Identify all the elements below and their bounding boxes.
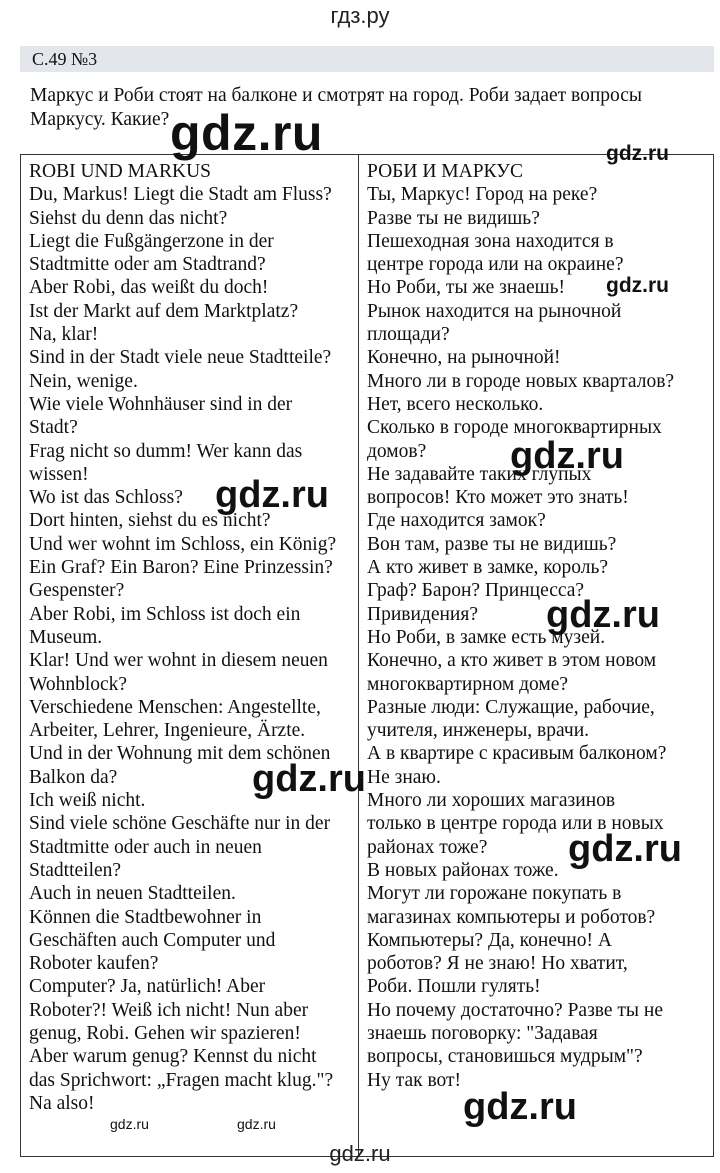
- dialog-line: многоквартирном доме?: [367, 673, 569, 695]
- dialog-line: Stadt?: [29, 417, 78, 439]
- dialog-line: Nein, wenige.: [29, 370, 138, 392]
- dialog-line: wissen!: [29, 463, 89, 485]
- watermark-medium: gdz.ru: [215, 474, 329, 516]
- dialog-line: РОБИ И МАРКУС: [367, 161, 523, 182]
- dialog-line: Na, klar!: [29, 324, 99, 346]
- site-header: гдз.ру: [330, 3, 390, 28]
- column-divider: [358, 155, 359, 1156]
- dialog-line: Где находится замок?: [367, 510, 546, 532]
- dialog-line: центре города или на окраине?: [367, 254, 624, 276]
- dialog-line: Привидения?: [367, 603, 478, 625]
- dialog-line: А в квартире с красивым балконом?: [367, 743, 667, 765]
- dialog-line: Und in der Wohnung mit dem schönen: [29, 743, 331, 765]
- watermark-tiny: gdz.ru: [110, 1116, 149, 1132]
- task-line: Маркус и Роби стоят на балконе и смотрят на город. Роби задает вопросы: [30, 85, 643, 106]
- dialog-line: Klar! Und wer wohnt in diesem neuen: [29, 650, 328, 672]
- dialog-line: Пешеходная зона находится в: [367, 230, 614, 252]
- dialog-line: В новых районах тоже.: [367, 859, 559, 881]
- dialog-line: Wie viele Wohnhäuser sind in der: [29, 393, 293, 415]
- dialog-line: genug, Robi. Gehen wir spazieren!: [29, 1022, 301, 1044]
- dialog-line: домов?: [367, 440, 427, 462]
- dialog-line: Сколько в городе многоквартирных: [367, 417, 662, 439]
- dialog-line: только в центре города или в новых: [367, 813, 664, 835]
- dialog-line: Вон там, разве ты не видишь?: [367, 533, 617, 555]
- watermark-large: gdz.ru: [170, 105, 323, 161]
- dialog-line: Aber warum genug? Kennst du nicht: [29, 1046, 317, 1068]
- dialog-line: Roboter kaufen?: [29, 953, 159, 975]
- dialog-line: А кто живет в замке, король?: [367, 557, 609, 579]
- dialog-line: Und wer wohnt im Schloss, ein König?: [29, 533, 337, 555]
- dialog-line: знаешь поговорку: "Задавая: [367, 1022, 598, 1044]
- page-label: С.49 №3: [20, 46, 714, 72]
- dialog-line: Sind in der Stadt viele neue Stadtteile?: [29, 347, 332, 369]
- dialog-line: Na also!: [29, 1092, 95, 1114]
- dialog-line: районах тоже?: [367, 836, 488, 858]
- dialog-line: Roboter?! Weiß ich nicht! Nun aber: [29, 999, 309, 1021]
- dialog-line: Конечно, на рыночной!: [367, 347, 561, 369]
- dialog-line: Ein Graf? Ein Baron? Eine Prinzessin?: [29, 557, 333, 579]
- dialog-line: Разве ты не видишь?: [367, 207, 540, 229]
- watermark-medium: gdz.ru: [463, 1086, 577, 1128]
- dialog-line: ROBI UND MARKUS: [29, 161, 212, 182]
- dialog-line: Arbeiter, Lehrer, Ingenieure, Ärzte.: [29, 720, 306, 742]
- dialog-line: Конечно, а кто живет в этом новом: [367, 650, 657, 672]
- watermark-small: gdz.ru: [606, 274, 669, 297]
- dialog-line: Ist der Markt auf dem Marktplatz?: [29, 300, 299, 322]
- watermark-medium: gdz.ru: [510, 435, 624, 477]
- dialog-line: Liegt die Fußgängerzone in der: [29, 230, 274, 252]
- watermark-medium: gdz.ru: [568, 828, 682, 870]
- dialog-line: Gespenster?: [29, 580, 125, 602]
- task-line: Маркусу. Какие?: [30, 108, 170, 130]
- dialog-line: Но почему достаточно? Разве ты не: [367, 999, 663, 1021]
- dialog-line: Dort hinten, siehst du es nicht?: [29, 510, 271, 532]
- dialog-line: роботов? Я не знаю! Но хватит,: [367, 953, 628, 975]
- dialog-line: Но Роби, ты же знаешь!: [367, 277, 566, 299]
- watermark-medium: gdz.ru: [546, 594, 660, 636]
- dialog-table: [20, 154, 714, 1157]
- dialog-line: Wohnblock?: [29, 673, 128, 695]
- dialog-line: Граф? Барон? Принцесса?: [367, 580, 585, 602]
- dialog-line: Ты, Маркус! Город на реке?: [367, 184, 598, 206]
- dialog-line: Stadtmitte oder am Stadtrand?: [29, 254, 266, 276]
- dialog-line: Aber Robi, das weißt du doch!: [29, 277, 269, 299]
- dialog-line: Stadtmitte oder auch in neuen: [29, 836, 262, 858]
- dialog-line: магазинах компьютеры и роботов?: [367, 906, 656, 928]
- dialog-line: Stadtteilen?: [29, 859, 122, 881]
- dialog-line: Computer? Ja, natürlich! Aber: [29, 976, 266, 998]
- dialog-line: Разные люди: Служащие, рабочие,: [367, 696, 655, 718]
- dialog-line: Balkon da?: [29, 766, 118, 788]
- dialog-line: Нет, всего несколько.: [367, 393, 544, 415]
- dialog-line: вопросов! Кто может это знать!: [367, 487, 629, 509]
- german-column: [29, 160, 336, 1115]
- watermark-small: gdz.ru: [606, 142, 669, 165]
- dialog-line: Museum.: [29, 626, 103, 648]
- dialog-line: Ну так вот!: [367, 1069, 462, 1091]
- site-footer: gdz.ru: [329, 1141, 391, 1166]
- dialog-line: Компьютеры? Да, конечно! А: [367, 929, 612, 951]
- dialog-line: Verschiedene Menschen: Angestellte,: [29, 696, 321, 718]
- dialog-line: Wo ist das Schloss?: [29, 487, 183, 509]
- dialog-line: Не знаю.: [367, 766, 441, 788]
- dialog-line: Frag nicht so dumm! Wer kann das: [29, 440, 303, 462]
- dialog-line: Aber Robi, im Schloss ist doch ein: [29, 603, 301, 625]
- task-text: [30, 84, 700, 131]
- dialog-line: Много ли хороших магазинов: [367, 790, 616, 812]
- dialog-line: Sind viele schöne Geschäfte nur in der: [29, 813, 331, 835]
- dialog-line: Du, Markus! Liegt die Stadt am Fluss?: [29, 184, 332, 206]
- dialog-line: das Sprichwort: „Fragen macht klug."?: [29, 1069, 334, 1091]
- dialog-line: Но Роби, в замке есть музей.: [367, 626, 606, 648]
- dialog-line: Auch in neuen Stadtteilen.: [29, 883, 236, 905]
- dialog-line: Ich weiß nicht.: [29, 790, 146, 812]
- watermark-tiny: gdz.ru: [237, 1116, 276, 1132]
- dialog-line: Geschäften auch Computer und: [29, 929, 276, 951]
- dialog-line: Могут ли горожане покупать в: [367, 883, 622, 905]
- dialog-line: Роби. Пошли гулять!: [367, 976, 541, 998]
- dialog-line: Siehst du denn das nicht?: [29, 207, 228, 229]
- dialog-line: Рынок находится на рыночной: [367, 300, 622, 322]
- dialog-line: площади?: [367, 324, 450, 346]
- dialog-line: Können die Stadtbewohner in: [29, 906, 262, 928]
- dialog-line: вопросы, становишься мудрым"?: [367, 1046, 643, 1068]
- dialog-line: Не задавайте таких глупых: [367, 463, 592, 485]
- watermark-medium: gdz.ru: [252, 758, 366, 800]
- dialog-line: Много ли в городе новых кварталов?: [367, 370, 675, 392]
- dialog-line: учителя, инженеры, врачи.: [367, 720, 590, 742]
